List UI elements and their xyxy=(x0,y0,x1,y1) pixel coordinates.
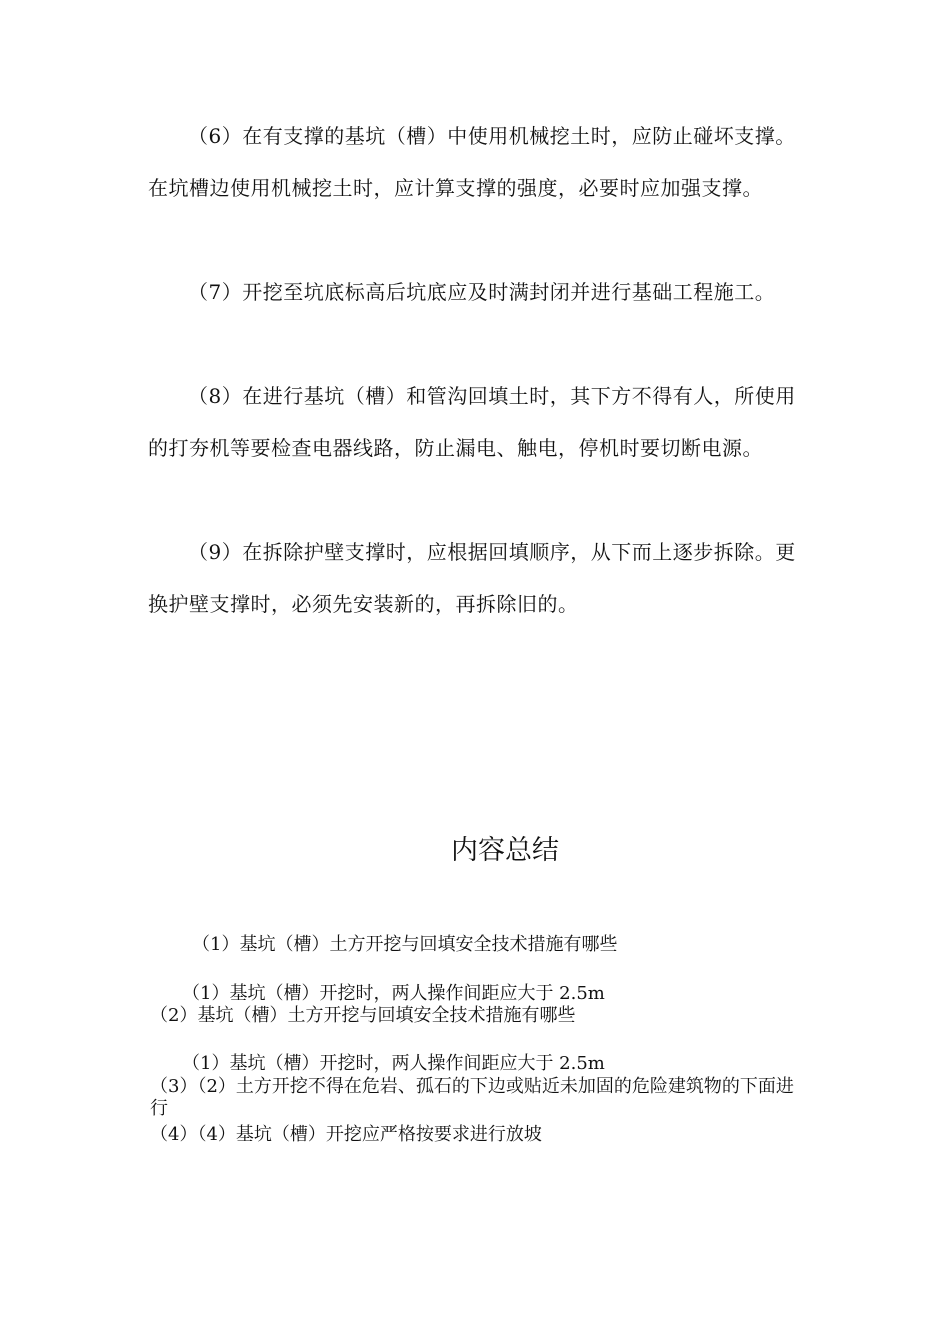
paragraph-6: （6）在有支撑的基坑（槽）中使用机械挖土时，应防止碰坏支撑。在坑槽边使用机械挖土时，应计算支撑的强度，必要时应加强支撑。 xyxy=(148,124,796,200)
paragraph-7: （7）开挖至坑底标高后坑底应及时满封闭并进行基础工程施工。 xyxy=(188,280,776,304)
summary-line: （4）（4）基坑（槽）开挖应严格按要求进行放坡 xyxy=(150,1124,542,1145)
paragraph-9: （9）在拆除护壁支撑时，应根据回填顺序，从下而上逐步拆除。更换护壁支撑时，必须先安装新的，再拆除旧的。 xyxy=(148,540,796,616)
summary-line: （3）（2）土方开挖不得在危岩、孤石的下边或贴近未加固的危险建筑物的下面进行 xyxy=(150,1076,794,1119)
summary-line: （2）基坑（槽）土方开挖与回填安全技术措施有哪些 xyxy=(150,1005,576,1026)
summary-line: （1）基坑（槽）开挖时，两人操作间距应大于 2.5m xyxy=(182,1053,605,1074)
summary-title: 内容总结 xyxy=(451,835,559,866)
summary-line: （1）基坑（槽）土方开挖与回填安全技术措施有哪些 xyxy=(192,934,618,955)
summary-line: （1）基坑（槽）开挖时，两人操作间距应大于 2.5m xyxy=(182,983,605,1004)
paragraph-8: （8）在进行基坑（槽）和管沟回填土时，其下方不得有人，所使用的打夯机等要检查电器线路，防止漏电、触电，停机时要切断电源。 xyxy=(148,384,796,460)
